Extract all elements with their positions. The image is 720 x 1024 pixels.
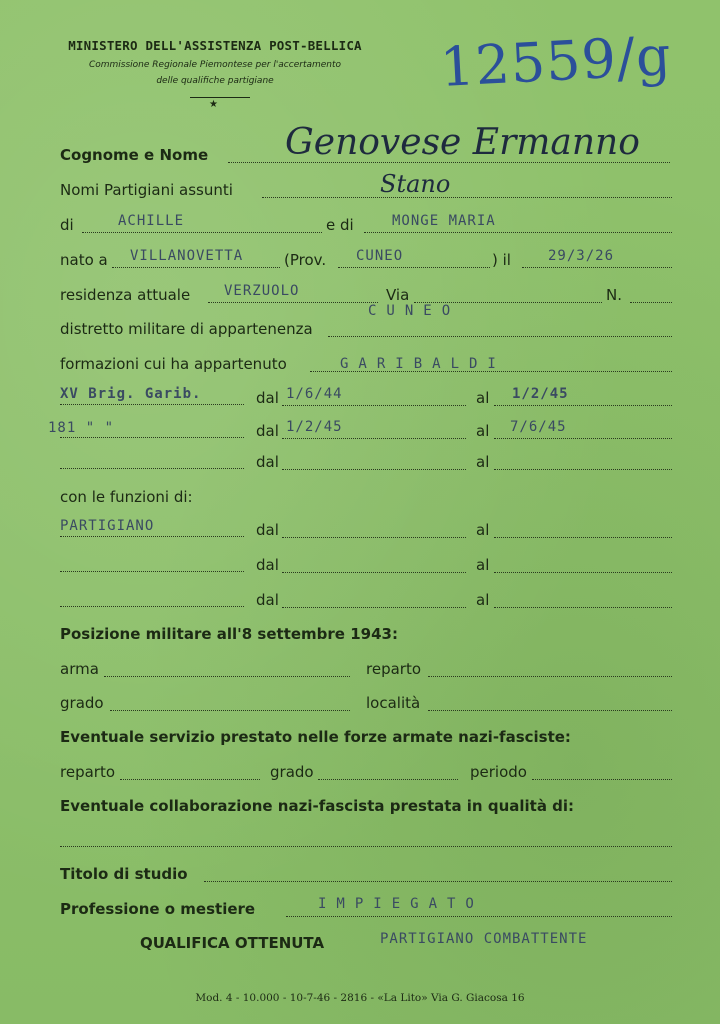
arma-label: arma bbox=[60, 660, 99, 678]
header-divider bbox=[190, 97, 250, 98]
prov-label: (Prov. bbox=[284, 251, 327, 269]
localita-label: località bbox=[366, 694, 421, 712]
function-1-al-label: al bbox=[476, 521, 490, 539]
servizio-periodo-label: periodo bbox=[470, 763, 527, 781]
via-label: Via bbox=[386, 286, 410, 304]
function-3-al-line bbox=[494, 607, 672, 608]
arma-line bbox=[104, 676, 350, 677]
prov-line bbox=[338, 267, 490, 268]
function-3-dal-line bbox=[282, 607, 466, 608]
formation-1-al: 1/2/45 bbox=[512, 386, 569, 402]
formation-2-al-line bbox=[494, 438, 672, 439]
servizio-periodo-line bbox=[532, 779, 672, 780]
padre-line bbox=[82, 232, 322, 233]
function-1-role-line bbox=[60, 536, 244, 537]
registration-number: 12559/g bbox=[438, 23, 674, 100]
formation-2-al: 7/6/45 bbox=[510, 419, 567, 435]
function-1-al-line bbox=[494, 537, 672, 538]
localita-line bbox=[428, 710, 672, 711]
il-value: 29/3/26 bbox=[548, 248, 615, 264]
titolo-studio-line bbox=[204, 881, 672, 882]
reparto-label: reparto bbox=[366, 660, 422, 678]
nato-label: nato a bbox=[60, 251, 108, 269]
function-2-dal-label: dal bbox=[256, 556, 279, 574]
professione-label: Professione o mestiere bbox=[60, 900, 256, 918]
il-label: ) il bbox=[492, 251, 511, 269]
formation-1-dal: 1/6/44 bbox=[286, 386, 343, 402]
function-2-al-line bbox=[494, 572, 672, 573]
servizio-heading: Eventuale servizio prestato nelle forze armate nazi-fasciste: bbox=[60, 728, 571, 746]
nato-line bbox=[112, 267, 280, 268]
padre-value: ACHILLE bbox=[118, 213, 185, 229]
nato-value: VILLANOVETTA bbox=[130, 248, 244, 264]
cognome-nome-value: Genovese Ermanno bbox=[285, 122, 640, 163]
formation-1-al-label: al bbox=[476, 389, 490, 407]
formation-2-unit-line bbox=[60, 437, 244, 438]
distretto-label: distretto militare di appartenenza bbox=[60, 320, 313, 338]
qualifica-label: QUALIFICA OTTENUTA bbox=[140, 934, 325, 952]
il-line bbox=[522, 267, 672, 268]
numero-label: N. bbox=[606, 286, 622, 304]
madre-value: MONGE MARIA bbox=[392, 213, 496, 229]
function-1-dal-label: dal bbox=[256, 521, 279, 539]
formation-2-al-label: al bbox=[476, 422, 490, 440]
formation-2-unit: 181 " " bbox=[48, 420, 115, 436]
professione-line bbox=[286, 916, 672, 917]
qualifica-value: PARTIGIANO COMBATTENTE bbox=[380, 931, 588, 947]
reparto-line bbox=[428, 676, 672, 677]
nomi-partigiani-label: Nomi Partigiani assunti bbox=[60, 181, 233, 199]
formation-1-unit: XV Brig. Garib. bbox=[60, 386, 202, 402]
madre-line bbox=[364, 232, 672, 233]
madre-label: e di bbox=[326, 216, 354, 234]
nomi-partigiani-value: Stano bbox=[380, 170, 451, 198]
formation-1-dal-line bbox=[282, 405, 466, 406]
padre-label: di bbox=[60, 216, 74, 234]
servizio-grado-line bbox=[318, 779, 458, 780]
formation-3-unit-line bbox=[60, 468, 244, 469]
formation-1-unit-line bbox=[60, 404, 244, 405]
formation-3-al-line bbox=[494, 469, 672, 470]
function-3-dal-label: dal bbox=[256, 591, 279, 609]
formazioni-label: formazioni cui ha appartenuto bbox=[60, 355, 287, 373]
formation-3-dal-line bbox=[282, 469, 466, 470]
formation-2-dal: 1/2/45 bbox=[286, 419, 343, 435]
formation-1-al-line bbox=[494, 405, 672, 406]
star-icon: ★ bbox=[209, 99, 218, 110]
commission-subtitle-2: delle qualifiche partigiane bbox=[156, 76, 274, 86]
numero-line bbox=[630, 302, 672, 303]
prov-value: CUNEO bbox=[356, 248, 404, 264]
residenza-line bbox=[208, 302, 378, 303]
titolo-studio-label: Titolo di studio bbox=[60, 865, 188, 883]
function-2-al-label: al bbox=[476, 556, 490, 574]
servizio-grado-label: grado bbox=[270, 763, 314, 781]
residenza-value: VERZUOLO bbox=[224, 283, 300, 299]
formation-1-dal-label: dal bbox=[256, 389, 279, 407]
formazioni-value: GARIBALDI bbox=[340, 356, 506, 372]
grado-line bbox=[110, 710, 350, 711]
servizio-reparto-label: reparto bbox=[60, 763, 116, 781]
funzioni-label: con le funzioni di: bbox=[60, 488, 193, 506]
commission-subtitle: Commissione Regionale Piemontese per l'accertamento bbox=[88, 60, 342, 70]
distretto-value: CUNEO bbox=[368, 303, 461, 319]
nomi-partigiani-line bbox=[262, 197, 672, 198]
function-1-role: PARTIGIANO bbox=[60, 518, 155, 534]
print-footer: Mod. 4 - 10.000 - 10-7-46 - 2816 - «La Lito» Via G. Giacosa 16 bbox=[195, 992, 525, 1004]
ministry-title: MINISTERO DELL'ASSISTENZA POST-BELLICA bbox=[68, 38, 362, 53]
formation-2-dal-line bbox=[282, 438, 466, 439]
formation-3-dal-label: dal bbox=[256, 453, 279, 471]
collaborazione-heading: Eventuale collaborazione nazi-fascista prestata in qualità di: bbox=[60, 797, 575, 815]
function-3-al-label: al bbox=[476, 591, 490, 609]
grado-label: grado bbox=[60, 694, 104, 712]
formation-2-dal-label: dal bbox=[256, 422, 279, 440]
servizio-reparto-line bbox=[120, 779, 260, 780]
residenza-label: residenza attuale bbox=[60, 286, 191, 304]
function-1-dal-line bbox=[282, 537, 466, 538]
function-3-role-line bbox=[60, 606, 244, 607]
cognome-nome-label: Cognome e Nome bbox=[60, 146, 209, 164]
function-2-dal-line bbox=[282, 572, 466, 573]
formation-3-al-label: al bbox=[476, 453, 490, 471]
posizione-heading: Posizione militare all'8 settembre 1943: bbox=[60, 625, 398, 643]
collaborazione-line bbox=[60, 846, 672, 847]
professione-value: IMPIEGATO bbox=[318, 896, 484, 912]
distretto-line bbox=[328, 336, 672, 337]
function-2-role-line bbox=[60, 571, 244, 572]
